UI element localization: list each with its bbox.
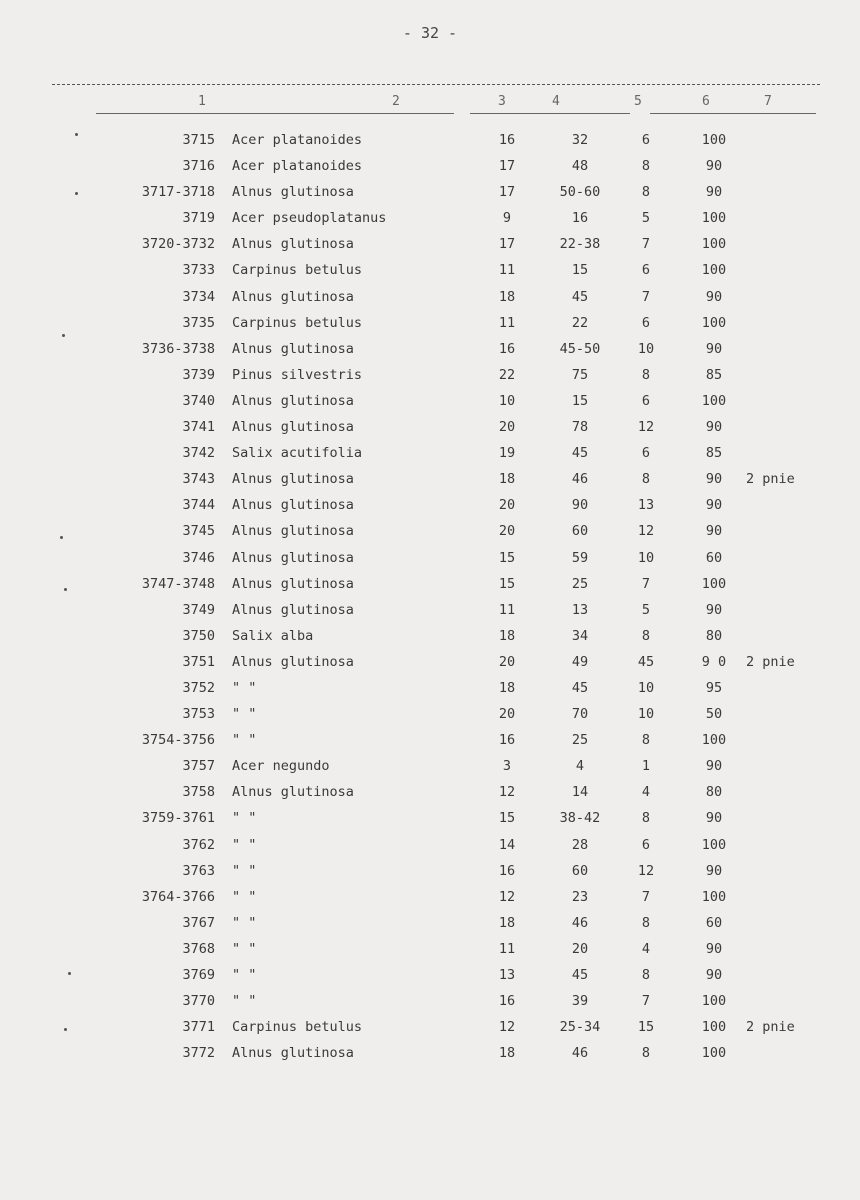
column-header-row [0,94,860,114]
cell-col-3: 18 [498,627,516,644]
table-row [0,1041,860,1067]
cell-col-3: 20 [498,523,516,540]
cell-col-6: 80 [705,627,723,644]
cell-col-5: 6 [641,445,651,462]
record-number: 3734 [182,288,215,305]
cell-col-6: 90 [705,940,723,957]
cell-col-3: 22 [498,366,516,383]
species-name: Alnus glutinosa [232,1045,354,1062]
cell-col-3: 16 [498,340,516,357]
cell-col-6: 90 [705,758,723,775]
column-header-1: 1 [198,94,206,109]
cell-col-5: 10 [637,549,655,566]
cell-col-4: 48 [571,158,589,175]
species-name: Salix alba [232,627,314,644]
cell-col-6: 95 [705,679,723,696]
cell-col-6: 50 [705,706,723,723]
cell-col-4: 14 [571,784,589,801]
table-row [0,963,860,989]
cell-col-3: 16 [498,993,516,1010]
cell-col-6: 90 [705,967,723,983]
cell-col-3: 18 [498,914,516,931]
species-name: Alnus glutinosa [232,340,354,357]
page-number: - 32 - [402,24,458,42]
cell-col-6: 100 [701,392,727,409]
cell-col-4: 25 [571,575,589,592]
cell-col-3: 17 [498,236,516,253]
cell-col-7: 2 pnie [746,1019,795,1036]
species-name: Acer negundo [232,758,330,775]
cell-col-6: 9 0 [701,653,727,670]
cell-col-3: 15 [498,575,516,592]
cell-col-3: 15 [498,810,516,827]
cell-col-6: 90 [705,158,723,175]
cell-col-6: 100 [701,314,727,331]
record-number: 3742 [182,445,215,462]
cell-col-4: 78 [571,419,589,436]
cell-col-4: 15 [571,262,589,279]
species-name: " " [232,810,257,827]
cell-col-5: 5 [641,601,651,618]
cell-col-6: 100 [701,210,727,227]
species-name: " " [232,940,257,957]
cell-col-6: 90 [705,523,723,540]
table-row [0,493,860,519]
column-header-6: 6 [702,94,710,109]
cell-col-6: 60 [705,549,723,566]
header-rule-under [96,113,454,114]
record-number: 3767 [182,914,215,931]
cell-col-5: 8 [641,366,651,383]
cell-col-3: 18 [498,1045,516,1062]
cell-col-5: 4 [641,940,651,957]
species-name: Alnus glutinosa [232,653,354,670]
cell-col-3: 18 [498,679,516,696]
table-row [0,989,860,1015]
species-name: Alnus glutinosa [232,497,354,514]
cell-col-3: 11 [498,262,516,279]
cell-col-4: 49 [571,653,589,670]
cell-col-4: 45 [571,967,589,983]
cell-col-5: 10 [637,679,655,696]
cell-col-6: 100 [701,262,727,279]
table-row [0,415,860,441]
cell-col-6: 100 [701,236,727,253]
species-name: Carpinus betulus [232,314,363,331]
species-name: " " [232,914,257,931]
cell-col-4: 50-60 [559,184,601,201]
species-name: Alnus glutinosa [232,601,354,618]
column-header-2: 2 [392,94,400,109]
cell-col-3: 12 [498,888,516,905]
cell-col-3: 13 [498,967,516,983]
cell-col-4: 13 [571,601,589,618]
cell-col-6: 100 [701,836,727,853]
species-name: Salix acutifolia [232,445,363,462]
species-name: Acer pseudoplatanus [232,210,387,227]
record-number: 3762 [182,836,215,853]
cell-col-4: 46 [571,1045,589,1062]
cell-col-3: 14 [498,836,516,853]
record-number: 3759-3761 [141,810,215,827]
species-name: " " [232,836,257,853]
cell-col-4: 28 [571,836,589,853]
cell-col-3: 19 [498,445,516,462]
table-row [0,937,860,963]
species-name: Alnus glutinosa [232,184,354,201]
table-row [0,650,860,676]
record-number: 3720-3732 [141,236,215,253]
cell-col-6: 80 [705,784,723,801]
cell-col-5: 8 [641,471,651,488]
cell-col-3: 12 [498,1019,516,1036]
cell-col-3: 16 [498,862,516,879]
cell-col-4: 23 [571,888,589,905]
table-row [0,546,860,572]
table-row [0,911,860,937]
record-number: 3754-3756 [141,732,215,749]
record-number: 3743 [182,471,215,488]
header-rule-under [470,113,630,114]
cell-col-5: 7 [641,993,651,1010]
column-header-5: 5 [634,94,642,109]
cell-col-5: 6 [641,132,651,148]
table-row [0,206,860,232]
cell-col-3: 20 [498,419,516,436]
cell-col-5: 8 [641,627,651,644]
species-name: Pinus silvestris [232,366,363,383]
cell-col-3: 20 [498,706,516,723]
species-name: " " [232,862,257,879]
record-number: 3753 [182,706,215,723]
cell-col-5: 6 [641,262,651,279]
cell-col-6: 90 [705,862,723,879]
table-row [0,859,860,885]
record-number: 3745 [182,523,215,540]
table-row [0,180,860,206]
record-number: 3770 [182,993,215,1010]
cell-col-6: 90 [705,471,723,488]
table-row [0,232,860,258]
table-row [0,258,860,284]
table-row [0,1015,860,1041]
species-name: " " [232,732,257,749]
cell-col-4: 16 [571,210,589,227]
table-row [0,780,860,806]
table-row [0,285,860,311]
cell-col-5: 8 [641,810,651,827]
cell-col-5: 8 [641,158,651,175]
cell-col-4: 25-34 [559,1019,601,1036]
cell-col-3: 17 [498,184,516,201]
cell-col-3: 20 [498,653,516,670]
cell-col-5: 8 [641,967,651,983]
table-row [0,806,860,832]
cell-col-4: 45 [571,288,589,305]
table-row [0,311,860,337]
cell-col-3: 18 [498,288,516,305]
record-number: 3733 [182,262,215,279]
table-row [0,154,860,180]
cell-col-5: 13 [637,497,655,514]
cell-col-6: 90 [705,184,723,201]
species-name: " " [232,993,257,1010]
record-number: 3763 [182,862,215,879]
data-table [0,128,860,1067]
header-rule-under [650,113,816,114]
column-header-7: 7 [764,94,772,109]
table-row [0,572,860,598]
species-name: Alnus glutinosa [232,784,354,801]
record-number: 3751 [182,653,215,670]
species-name: " " [232,706,257,723]
record-number: 3735 [182,314,215,331]
record-number: 3768 [182,940,215,957]
species-name: Alnus glutinosa [232,419,354,436]
cell-col-6: 90 [705,419,723,436]
cell-col-5: 5 [641,210,651,227]
cell-col-5: 10 [637,706,655,723]
species-name: " " [232,679,257,696]
cell-col-3: 18 [498,471,516,488]
cell-col-7: 2 pnie [746,471,795,488]
cell-col-3: 16 [498,132,516,148]
record-number: 3771 [182,1019,215,1036]
cell-col-5: 12 [637,523,655,540]
header-rule-top [52,84,820,85]
cell-col-5: 4 [641,784,651,801]
table-row [0,702,860,728]
species-name: Alnus glutinosa [232,523,354,540]
cell-col-4: 20 [571,940,589,957]
cell-col-6: 90 [705,601,723,618]
record-number: 3716 [182,158,215,175]
cell-col-3: 10 [498,392,516,409]
cell-col-6: 100 [701,888,727,905]
record-number: 3744 [182,497,215,514]
record-number: 3749 [182,601,215,618]
cell-col-6: 100 [701,732,727,749]
cell-col-4: 59 [571,549,589,566]
cell-col-5: 15 [637,1019,655,1036]
cell-col-4: 45 [571,679,589,696]
cell-col-3: 9 [502,210,512,227]
record-number: 3740 [182,392,215,409]
species-name: Carpinus betulus [232,262,363,279]
table-row [0,128,860,154]
species-name: Alnus glutinosa [232,575,354,592]
cell-col-4: 70 [571,706,589,723]
table-row [0,363,860,389]
cell-col-4: 34 [571,627,589,644]
cell-col-4: 22 [571,314,589,331]
cell-col-4: 22-38 [559,236,601,253]
table-row [0,389,860,415]
species-name: Acer platanoides [232,132,363,148]
species-name: " " [232,888,257,905]
species-name: Alnus glutinosa [232,549,354,566]
cell-col-5: 6 [641,392,651,409]
species-name: Alnus glutinosa [232,471,354,488]
record-number: 3769 [182,967,215,983]
table-row [0,833,860,859]
table-row [0,441,860,467]
cell-col-5: 8 [641,184,651,201]
cell-col-4: 38-42 [559,810,601,827]
cell-col-5: 12 [637,419,655,436]
cell-col-6: 100 [701,1045,727,1062]
record-number: 3757 [182,758,215,775]
cell-col-3: 11 [498,601,516,618]
table-row [0,728,860,754]
cell-col-5: 7 [641,288,651,305]
cell-col-4: 32 [571,132,589,148]
cell-col-4: 45-50 [559,340,601,357]
cell-col-3: 20 [498,497,516,514]
record-number: 3758 [182,784,215,801]
cell-col-7: 2 pnie [746,653,795,670]
cell-col-4: 46 [571,914,589,931]
cell-col-3: 17 [498,158,516,175]
species-name: Carpinus betulus [232,1019,363,1036]
record-number: 3739 [182,366,215,383]
cell-col-4: 46 [571,471,589,488]
cell-col-3: 15 [498,549,516,566]
table-row [0,467,860,493]
record-number: 3746 [182,549,215,566]
cell-col-5: 8 [641,1045,651,1062]
cell-col-5: 7 [641,236,651,253]
species-name: Alnus glutinosa [232,288,354,305]
cell-col-5: 7 [641,575,651,592]
table-row [0,624,860,650]
cell-col-5: 6 [641,836,651,853]
table-row [0,754,860,780]
cell-col-6: 100 [701,1019,727,1036]
cell-col-5: 45 [637,653,655,670]
cell-col-3: 12 [498,784,516,801]
table-row [0,519,860,545]
cell-col-5: 6 [641,314,651,331]
cell-col-4: 90 [571,497,589,514]
record-number: 3719 [182,210,215,227]
table-row [0,676,860,702]
cell-col-6: 90 [705,810,723,827]
table-row [0,337,860,363]
record-number: 3747-3748 [141,575,215,592]
cell-col-5: 10 [637,340,655,357]
record-number: 3717-3718 [141,184,215,201]
cell-col-3: 16 [498,732,516,749]
cell-col-3: 11 [498,314,516,331]
cell-col-6: 90 [705,497,723,514]
species-name: Acer platanoides [232,158,363,175]
cell-col-6: 90 [705,288,723,305]
cell-col-4: 45 [571,445,589,462]
record-number: 3741 [182,419,215,436]
cell-col-6: 85 [705,445,723,462]
cell-col-6: 90 [705,340,723,357]
species-name: Alnus glutinosa [232,392,354,409]
cell-col-6: 100 [701,993,727,1010]
cell-col-4: 4 [575,758,585,775]
cell-col-4: 39 [571,993,589,1010]
cell-col-3: 3 [502,758,512,775]
cell-col-4: 60 [571,523,589,540]
cell-col-6: 100 [701,575,727,592]
cell-col-6: 85 [705,366,723,383]
record-number: 3715 [182,132,215,148]
table-row [0,598,860,624]
cell-col-5: 1 [641,758,651,775]
column-header-4: 4 [552,94,560,109]
cell-col-5: 12 [637,862,655,879]
cell-col-5: 8 [641,732,651,749]
cell-col-4: 15 [571,392,589,409]
record-number: 3736-3738 [141,340,215,357]
cell-col-4: 25 [571,732,589,749]
cell-col-6: 100 [701,132,727,148]
record-number: 3772 [182,1045,215,1062]
column-header-3: 3 [498,94,506,109]
cell-col-3: 11 [498,940,516,957]
species-name: " " [232,967,257,983]
cell-col-4: 75 [571,366,589,383]
table-row [0,885,860,911]
cell-col-4: 60 [571,862,589,879]
cell-col-6: 60 [705,914,723,931]
record-number: 3752 [182,679,215,696]
record-number: 3750 [182,627,215,644]
cell-col-5: 7 [641,888,651,905]
species-name: Alnus glutinosa [232,236,354,253]
record-number: 3764-3766 [141,888,215,905]
cell-col-5: 8 [641,914,651,931]
